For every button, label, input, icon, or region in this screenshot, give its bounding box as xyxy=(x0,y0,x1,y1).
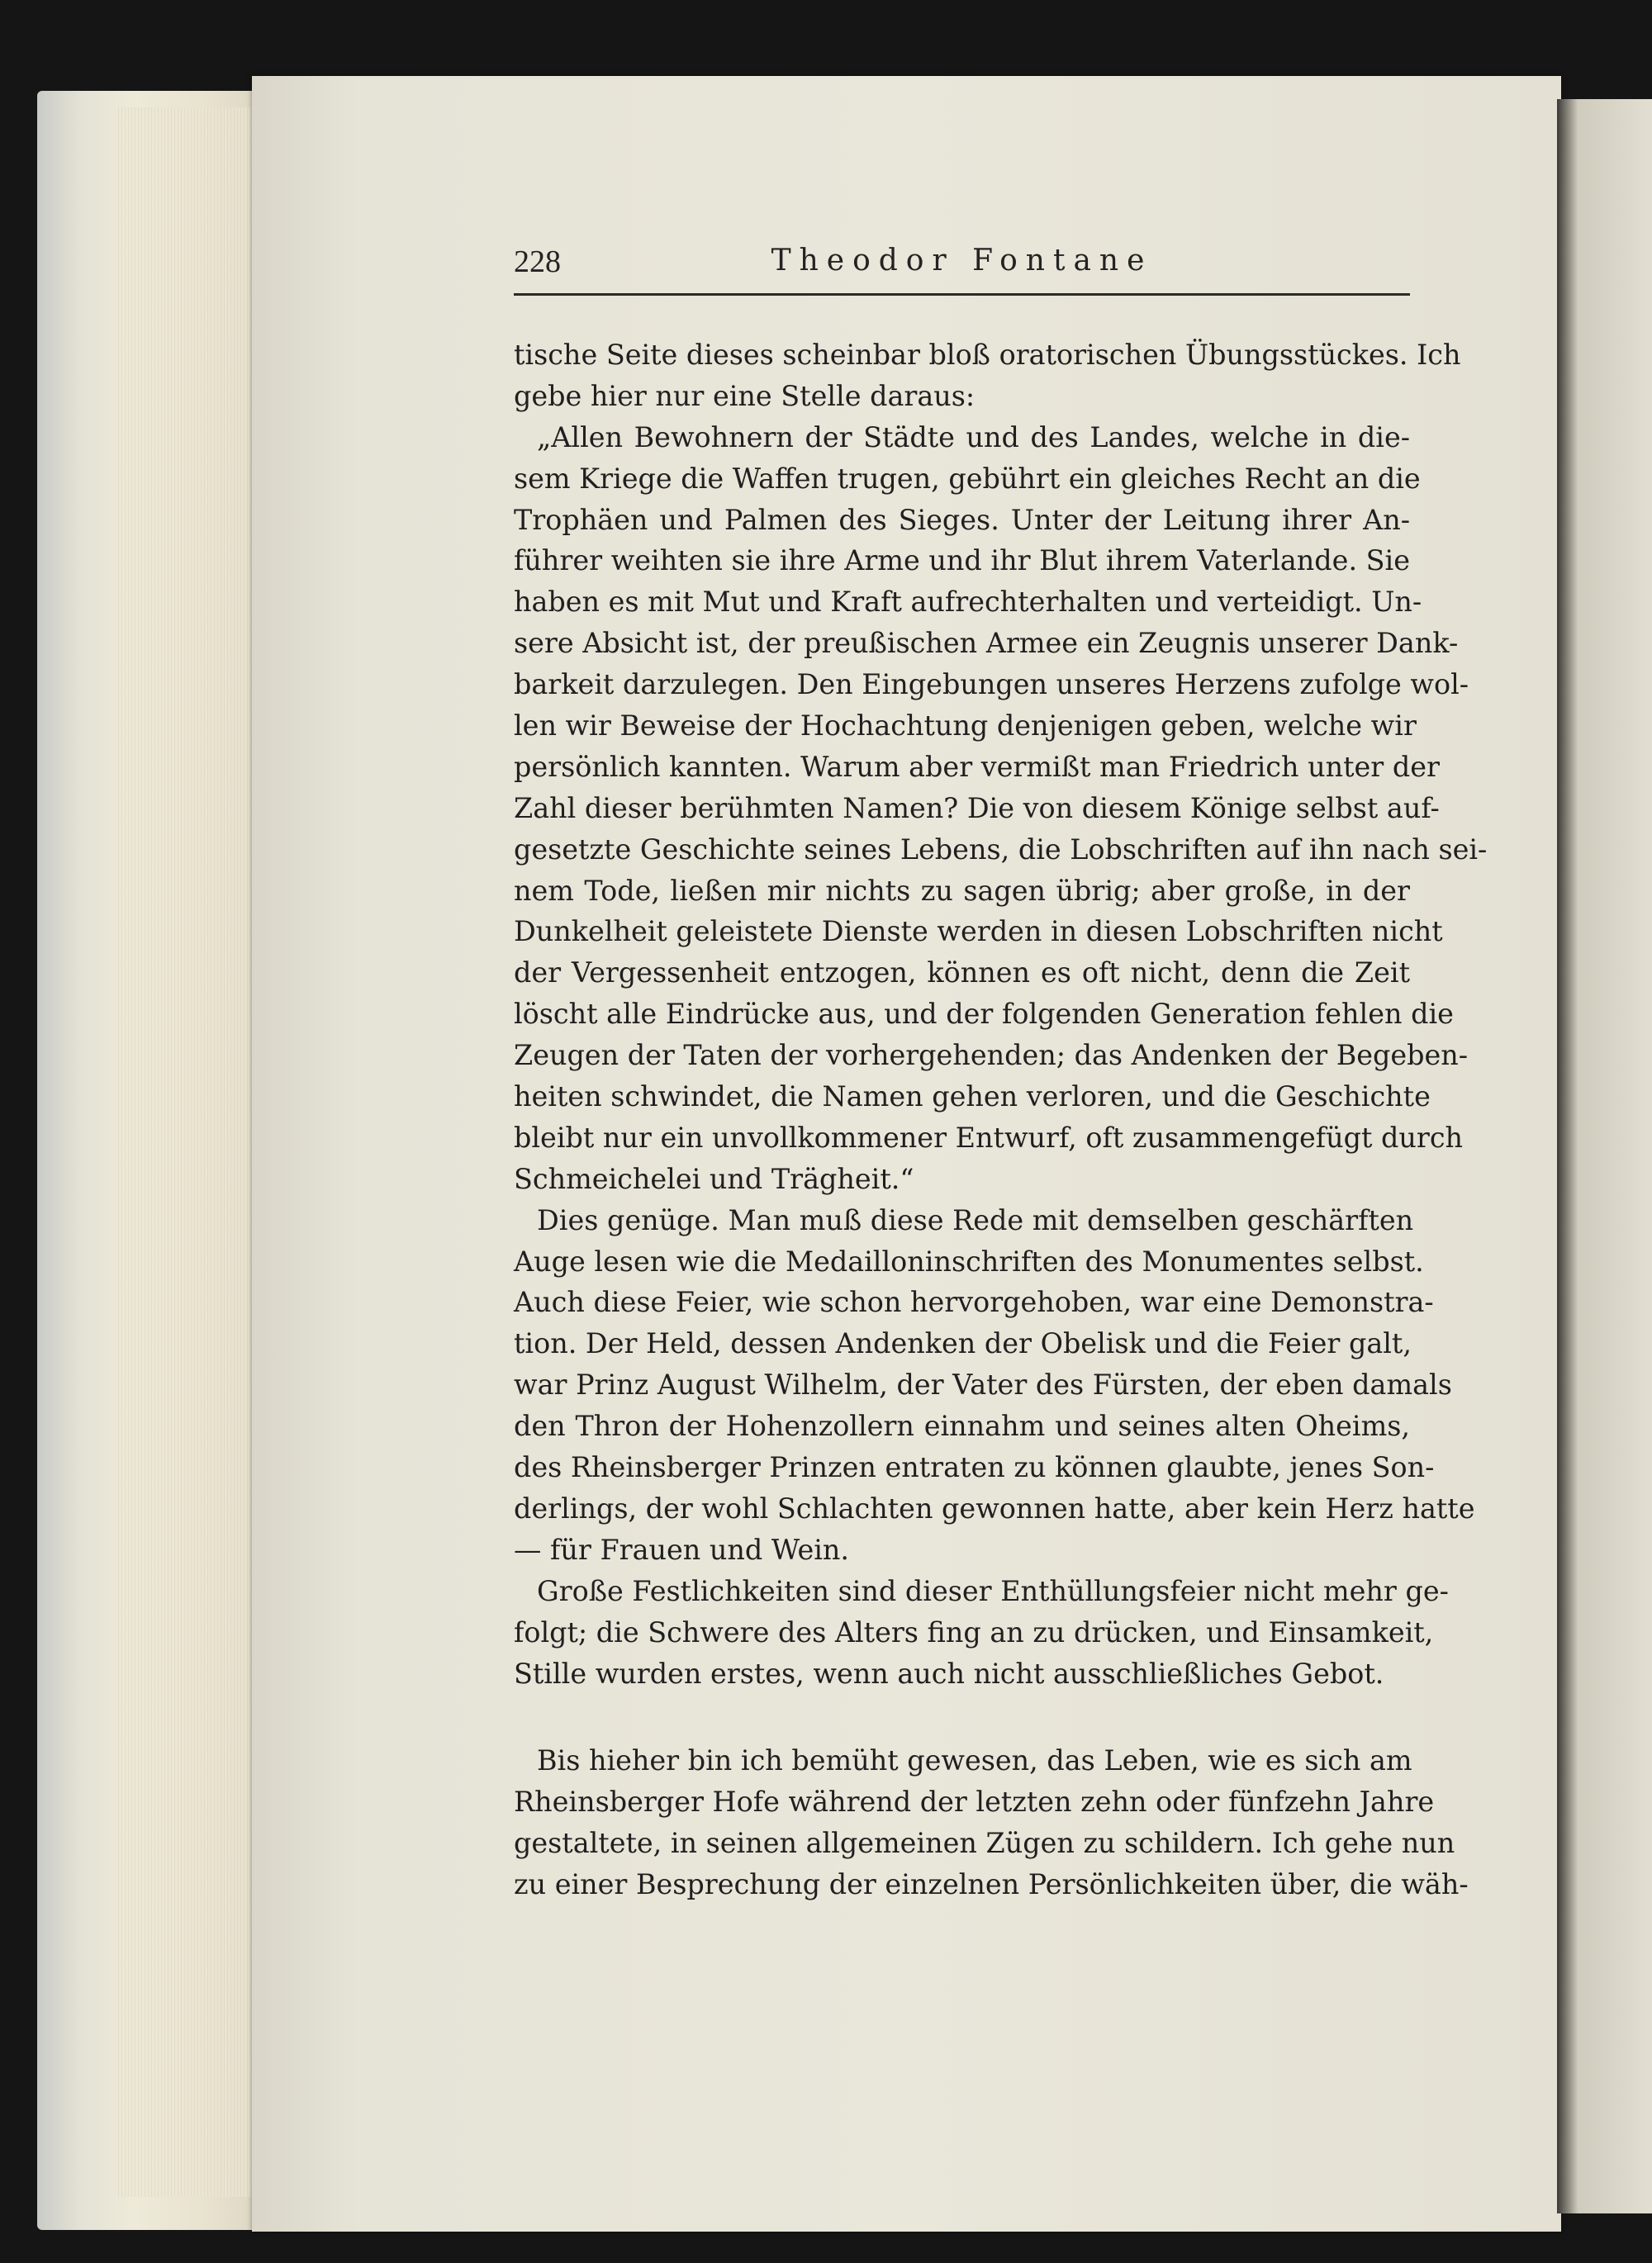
text-line: haben es mit Mut und Kraft aufrechterhalten und verteidigt. Un- xyxy=(514,586,1422,619)
text-line: löscht alle Eindrücke aus, und der folgenden Generation fehlen die xyxy=(514,998,1454,1031)
text-line: Zeugen der Taten der vorhergehenden; das Andenken der Begeben- xyxy=(514,1039,1469,1072)
text-line: heiten schwindet, die Namen gehen verloren, und die Geschichte xyxy=(514,1080,1431,1113)
running-head: Theodor Fontane xyxy=(771,244,1153,278)
text-line: derlings, der wohl Schlachten gewonnen hatte, aber kein Herz hatte xyxy=(514,1492,1475,1525)
text-line: sere Absicht ist, der preußischen Armee ein Zeugnis unserer Dank- xyxy=(514,627,1459,660)
section-gap xyxy=(514,1694,1410,1740)
text-line: barkeit darzulegen. Den Eingebungen unseres Herzens zufolge wol- xyxy=(514,668,1469,701)
text-line: gebe hier nur eine Stelle daraus: xyxy=(514,379,976,412)
text-line: Stille wurden erstes, wenn auch nicht ausschließliches Gebot. xyxy=(514,1657,1384,1690)
text-line: „Allen Bewohnern der Städte und des Landes, welche in die- xyxy=(537,420,1410,453)
text-line: der Vergessenheit entzogen, können es oft nicht, denn die Zeit xyxy=(514,956,1410,989)
text-line: gesetzte Geschichte seines Lebens, die Lobschriften auf ihn nach sei- xyxy=(514,833,1488,866)
text-line: Auch diese Feier, wie schon hervorgehoben, war eine Demonstra- xyxy=(514,1286,1434,1319)
text-line: tische Seite dieses scheinbar bloß oratorischen Übungsstückes. Ich xyxy=(514,339,1461,371)
text-line: Schmeichelei und Trägheit.“ xyxy=(514,1162,914,1195)
text-line: len wir Beweise der Hochachtung denjenigen geben, welche wir xyxy=(514,709,1417,742)
text-line: Rheinsberger Hofe während der letzten zehn oder fünfzehn Jahre xyxy=(514,1786,1435,1819)
text-line: führer weihten sie ihre Arme und ihr Blut ihrem Vaterlande. Sie xyxy=(514,544,1410,577)
text-line: persönlich kannten. Warum aber vermißt man Friedrich unter der xyxy=(514,750,1440,783)
page-number: 228 xyxy=(514,244,561,279)
text-line: Trophäen und Palmen des Sieges. Unter der Leitung ihrer An- xyxy=(514,503,1410,536)
text-line: zu einer Besprechung der einzelnen Persönlichkeiten über, die wäh- xyxy=(514,1868,1469,1901)
page-text xyxy=(514,334,1488,1905)
text-line: den Thron der Hohenzollern einnahm und seines alten Oheims, xyxy=(514,1410,1410,1443)
facing-page-edge xyxy=(1557,99,1652,2213)
text-line: war Prinz August Wilhelm, der Vater des Fürsten, der eben damals xyxy=(514,1369,1452,1402)
text-line: Zahl dieser berühmten Namen? Die von diesem Könige selbst auf- xyxy=(514,791,1440,824)
text-line: sem Kriege die Waffen trugen, gebührt ein gleiches Recht an die xyxy=(514,462,1421,495)
text-line: Dunkelheit geleistete Dienste werden in diesen Lobschriften nicht xyxy=(514,915,1443,948)
text-line: gestaltete, in seinen allgemeinen Zügen zu schildern. Ich gehe nun xyxy=(514,1827,1455,1860)
text-line: des Rheinsberger Prinzen entraten zu können glaubte, jenes Son- xyxy=(514,1451,1435,1484)
text-block-main xyxy=(514,334,1488,1694)
text-line: folgt; die Schwere des Alters fing an zu drücken, und Einsamkeit, xyxy=(514,1615,1434,1649)
text-line: Bis hieher bin ich bemüht gewesen, das Leben, wie es sich am xyxy=(537,1744,1412,1777)
text-block-next-section xyxy=(514,1740,1469,1905)
text-line: Große Festlichkeiten sind dieser Enthüllungsfeier nicht mehr ge- xyxy=(537,1574,1449,1607)
text-line: Auge lesen wie die Medailloninschriften des Monumentes selbst. xyxy=(514,1245,1424,1278)
book-page-edges xyxy=(37,91,277,2230)
text-line: nem Tode, ließen mir nichts zu sagen übrig; aber große, in der xyxy=(514,874,1410,907)
text-line: — für Frauen und Wein. xyxy=(514,1533,850,1566)
text-line: tion. Der Held, dessen Andenken der Obelisk und die Feier galt, xyxy=(514,1327,1412,1360)
page-header xyxy=(514,244,1410,296)
text-line: Dies genüge. Man muß diese Rede mit demselben geschärften xyxy=(537,1203,1414,1236)
text-line: bleibt nur ein unvollkommener Entwurf, oft zusammengefügt durch xyxy=(514,1121,1464,1154)
